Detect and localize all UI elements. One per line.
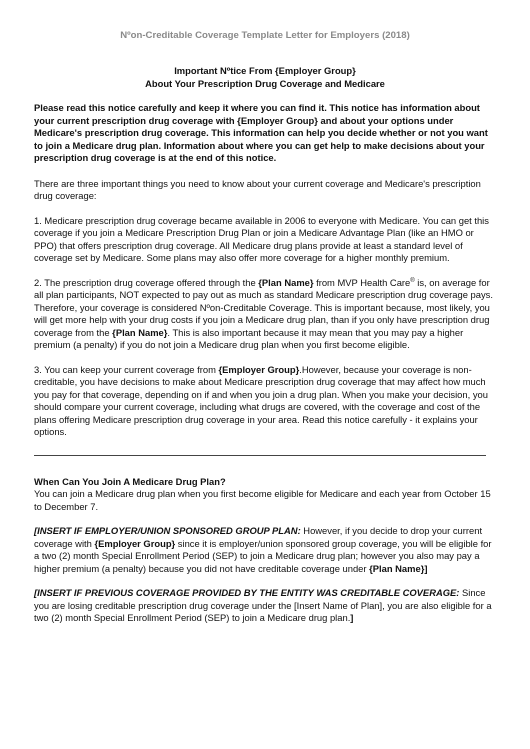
notice-title-line-2: About Your Prescription Drug Coverage and Medicare bbox=[145, 77, 385, 89]
insert-employer-union-paragraph bbox=[34, 525, 496, 575]
section-divider bbox=[34, 455, 486, 456]
item-3-text-b: .However, because your coverage is non-creditable, you have decisions to make about Medicare prescription drug coverage that may affect how much you pay for that coverage, depending on if and when you join a drug plan. When you make your decision, you should compare your current coverage, including what drugs are covered, with the coverage and cost of the plans offering Medicare prescription drug coverage in your area. Read this notice carefully - it explains your options. bbox=[34, 363, 488, 437]
item-2-text-b: from MVP Health Care bbox=[313, 276, 411, 288]
item-2-text-a: 2. The prescription drug coverage offered through the bbox=[34, 276, 259, 288]
registered-mark: ® bbox=[410, 277, 415, 284]
item-1-paragraph: 1. Medicare prescription drug coverage became available in 2006 to everyone with Medicare. You can get this coverage if you join a Medicare Prescription Drug Plan or join a Medicare Advantage Plan (like an HMO or PPO) that offers prescription drug coverage. All Medicare drug plans provide at least a standard level of coverage set by Medicare. Some plans may also offer more coverage for a higher monthly premium. bbox=[34, 214, 489, 263]
insert-1-text-b: since it is employer/union sponsored group coverage, you will be eligible for a two (2) month Special Enrollment Period (SEP) to join a Medicare drug plan; however you also may pay a higher premium (a penalty) because you did not have creditable coverage under bbox=[34, 537, 492, 574]
insert-previous-coverage-paragraph bbox=[34, 587, 496, 625]
employer-group-placeholder: {Employer Group} bbox=[218, 363, 300, 375]
insert-tag: [INSERT IF EMPLOYER/UNION SPONSORED GROUP PLAN: bbox=[34, 525, 301, 536]
employer-group-placeholder: {Employer Group} bbox=[94, 537, 176, 549]
item-2-text-d: . This is also important because it may mean that you may pay a higher premium (a penalty) if you do not join a Medicare drug plan when you first become eligible. bbox=[34, 326, 464, 350]
item-3-text-a: 3. You can keep your current coverage from bbox=[34, 363, 219, 375]
insert-close-bracket: ] bbox=[350, 612, 354, 623]
insert-tag: [INSERT IF PREVIOUS COVERAGE PROVIDED BY THE ENTITY WAS CREDITABLE COVERAGE: bbox=[34, 587, 460, 598]
section-heading: When Can You Join A Medicare Drug Plan? bbox=[34, 475, 226, 487]
plan-name-placeholder: {Plan Name} bbox=[258, 276, 314, 288]
plan-name-placeholder: {Plan Name} bbox=[112, 326, 168, 338]
insert-1-text-a: However, if you decide to drop your current coverage with bbox=[34, 525, 483, 549]
things-intro-paragraph: There are three important things you need to know about your current coverage and Medicare's prescription drug coverage: bbox=[34, 177, 481, 201]
insert-2-text-a: Since you are losing creditable prescription drug coverage under the [Insert Name of Plan], you are also eligible for a two (2) month Special Enrollment Period (SEP) to join a Medicare drug plan. bbox=[34, 587, 492, 623]
notice-title-line-1: Important Nºtice From {Employer Group} bbox=[174, 65, 356, 76]
document-header: Nºon-Creditable Coverage Template Letter for Employers (2018) bbox=[120, 30, 410, 41]
intro-paragraph: Please read this notice carefully and keep it where you can find it. This notice has information about your current prescription drug coverage with {Employer Group} and about your options under Medicare's prescription drug coverage. This information can help you decide whether or not you want to join a Medicare drug plan. Information about where you can get help to make decisions about your prescription drug coverage is at the end of this notice. bbox=[34, 102, 488, 163]
item-2-text-c: is, on average for all plan participants, NOT expected to pay out as much as standard Medicare prescription drug coverage pays. Therefore, your coverage is considered Nºon-Creditable Coverage. This is important because, most likely, you will get more help with your drug costs if you join a Medicare drug plan, than if you only have prescription drug coverage from the bbox=[34, 276, 493, 338]
item-2-paragraph bbox=[34, 277, 496, 352]
plan-name-placeholder: {Plan Name} bbox=[369, 562, 425, 574]
notice-title bbox=[34, 65, 496, 90]
item-3-paragraph bbox=[34, 364, 496, 439]
section-paragraph: You can join a Medicare drug plan when you first become eligible for Medicare and each year from October 15 to December 7. bbox=[34, 488, 491, 512]
insert-close-bracket: ] bbox=[424, 562, 428, 574]
